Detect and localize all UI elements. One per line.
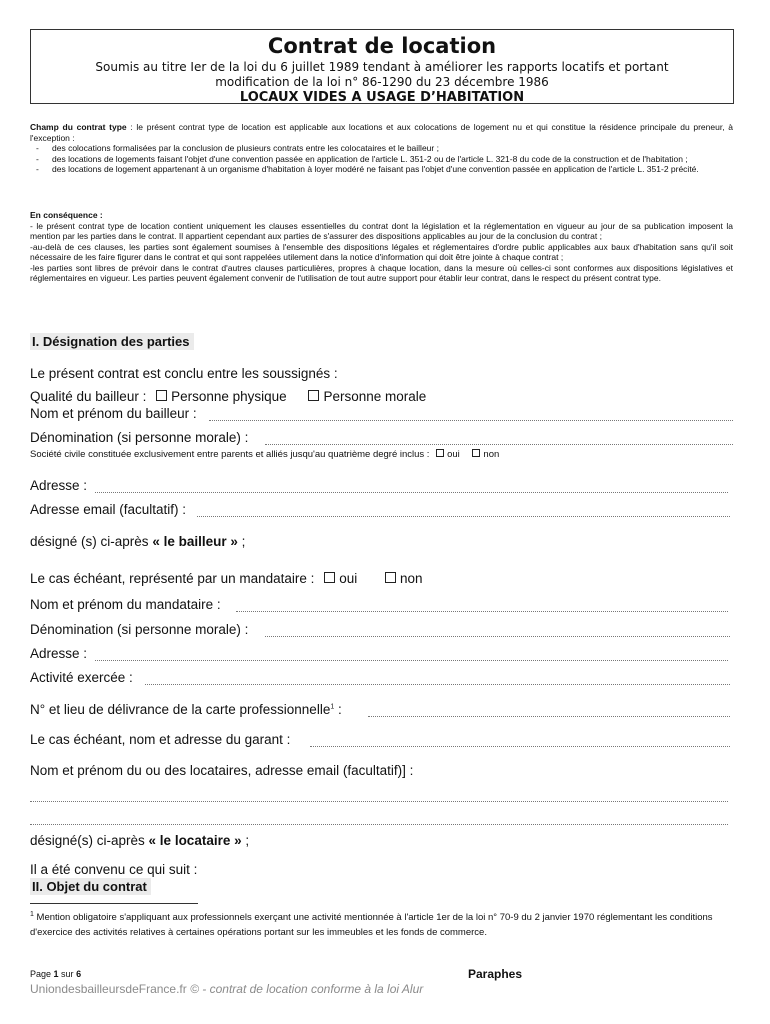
- title-box: [30, 29, 734, 104]
- scope-list: [30, 143, 733, 175]
- designe-bailleur-bold: « le bailleur »: [152, 534, 238, 549]
- footer-site: [30, 982, 423, 996]
- designe-locataire-suffix: ;: [241, 833, 250, 848]
- carte-pro-colon: :: [334, 702, 342, 717]
- qualite-bailleur-label: Qualité du bailleur :: [30, 389, 147, 404]
- qualite-bailleur-row: [30, 389, 426, 404]
- personne-morale-label: Personne morale: [323, 389, 427, 404]
- garant-label: Le cas échéant, nom et adresse du garant :: [30, 732, 291, 747]
- carte-pro-field[interactable]: [368, 716, 730, 717]
- designe-locataire-prefix: désigné(s) ci-après: [30, 833, 149, 848]
- sci-label: Société civile constituée exclusivement entre parents et alliés jusqu'au quatrième degré inclus :: [30, 449, 430, 460]
- designe-locataire-bold: « le locataire »: [148, 833, 242, 848]
- site-name: UniondesbailleursdeFrance.fr: [30, 982, 187, 996]
- section-heading-parties: I. Désignation des parties: [30, 333, 194, 350]
- nom-bailleur-label: Nom et prénom du bailleur :: [30, 406, 197, 421]
- section-heading-objet: II. Objet du contrat: [30, 878, 151, 895]
- scope-item: - des locations de logement appartenant à un organisme d'habitation à loyer modéré ne faisant pas l'objet d'une convention passée en application de l'article L. 351-2 précité.: [30, 164, 733, 175]
- page-mid: sur: [58, 969, 77, 979]
- page-number: [30, 969, 81, 979]
- sci-non-label: non: [483, 449, 500, 460]
- parties-intro: Le présent contrat est conclu entre les soussignés :: [30, 366, 338, 381]
- mandataire-oui-checkbox[interactable]: [324, 572, 335, 583]
- footnote-number: 1: [30, 911, 34, 918]
- adresse-mandataire-field[interactable]: [95, 660, 728, 661]
- convenu-text: Il a été convenu ce qui suit :: [30, 862, 198, 877]
- nom-bailleur-field[interactable]: [209, 420, 733, 421]
- footnote: [30, 907, 730, 940]
- activite-field[interactable]: [145, 684, 730, 685]
- mandataire-row: [30, 571, 423, 586]
- adresse-bailleur-label: Adresse :: [30, 478, 88, 493]
- designe-bailleur: [30, 534, 245, 549]
- footnote-text: Mention obligatoire s'appliquant aux professionnels exerçant une activité mentionnée à l'article 1er de la loi n° 70-9 du 2 janvier 1970 réglementant les conditions d'exercice des activités relatives à certaines opérations portant sur les immeubles et les fonds de commerce.: [30, 912, 713, 939]
- footnote-separator: [30, 903, 198, 904]
- denomination-mandataire-field[interactable]: [265, 636, 730, 637]
- consequence-paragraph: - le présent contrat type de location contient uniquement les clauses essentielles du contrat dont la législation et la réglementation en vigueur au jour de sa publication imposent la mention par les parties dans le contrat. Il appartient cependant aux parties de s'assurer des dispositions applicables au jour de la conclusion du contrat ;: [30, 220, 733, 241]
- scope-block: [30, 122, 733, 175]
- mandataire-non-checkbox[interactable]: [385, 572, 396, 583]
- designe-bailleur-suffix: ;: [237, 534, 246, 549]
- carte-pro-row: [30, 702, 342, 717]
- locataires-label: Nom et prénom du ou des locataires, adresse email (facultatif)] :: [30, 763, 414, 778]
- sci-non-checkbox[interactable]: [472, 449, 480, 457]
- denomination-mandataire-label: Dénomination (si personne morale) :: [30, 622, 249, 637]
- scope-text: : le présent contrat type de location est applicable aux locations et aux colocations de logement nu et qui constitue la résidence principale du preneur, à l'exception :: [30, 122, 734, 143]
- consequence-paragraph: -les parties sont libres de prévoir dans le contrat d'autres clauses particulières, propres à chaque location, dans la mesure où celles-ci sont conformes aux dispositions législatives et réglementaires en vigueur. Les parties peuvent également convenir de l'utilisation de tout autre support pour établir leur contrat, dans le respect du présent contrat type.: [30, 262, 733, 283]
- nom-mandataire-field[interactable]: [236, 611, 728, 612]
- scope-item: - des colocations formalisées par la conclusion de plusieurs contrats entre les colocataires et le bailleur ;: [30, 143, 733, 154]
- nom-mandataire-label: Nom et prénom du mandataire :: [30, 597, 221, 612]
- page-prefix: Page: [30, 969, 54, 979]
- sci-oui-label: oui: [447, 449, 460, 460]
- designe-bailleur-prefix: désigné (s) ci-après: [30, 534, 153, 549]
- locataires-field-1[interactable]: [30, 801, 728, 802]
- consequence-block: [30, 210, 733, 284]
- page-current: 1: [53, 969, 59, 979]
- email-bailleur-label: Adresse email (facultatif) :: [30, 502, 187, 517]
- carte-pro-footnote-ref: 1: [330, 703, 335, 711]
- scope-item: - des locations de logements faisant l'objet d'une convention passée en application de l'article L. 351-2 ou de l'article L. 321-8 du code de la construction et de l'habitation ;: [30, 154, 733, 165]
- consequence-label: En conséquence :: [30, 210, 103, 220]
- document-title: Contrat de location: [267, 34, 497, 58]
- carte-pro-label: N° et lieu de délivrance de la carte professionnelle: [30, 702, 331, 717]
- sci-oui-checkbox[interactable]: [436, 449, 444, 457]
- denomination-field[interactable]: [265, 444, 733, 445]
- personne-physique-checkbox[interactable]: [156, 390, 167, 401]
- locataires-field-2[interactable]: [30, 824, 728, 825]
- adresse-mandataire-label: Adresse :: [30, 646, 88, 661]
- page-total: 6: [76, 969, 82, 979]
- document-category: LOCAUX VIDES A USAGE D’HABITATION: [239, 90, 525, 105]
- activite-label: Activité exercée :: [30, 670, 133, 685]
- mandataire-label: Le cas échéant, représenté par un mandataire :: [30, 571, 315, 586]
- designe-locataire: [30, 833, 249, 848]
- copyright-text: © - contrat de location conforme à la loi Alur: [190, 982, 424, 996]
- mandataire-oui-label: oui: [339, 571, 358, 586]
- personne-morale-checkbox[interactable]: [308, 390, 319, 401]
- adresse-bailleur-field[interactable]: [95, 492, 728, 493]
- sci-row: [30, 449, 499, 460]
- document-subtitle: Soumis au titre Ier de la loi du 6 juillet 1989 tendant à améliorer les rapports locatifs et portant modification de la loi n° 86-1290 du 23 décembre 1986: [95, 60, 669, 89]
- paraphes-label: Paraphes: [468, 967, 523, 981]
- personne-physique-label: Personne physique: [171, 389, 287, 404]
- email-bailleur-field[interactable]: [197, 516, 730, 517]
- consequence-paragraph: -au-delà de ces clauses, les parties sont également soumises à l'ensemble des dispositions légales et réglementaires d'ordre public applicables aux baux d'habitation sans qu'il soit nécessaire de les faire figurer dans le contrat et qui sont rappelées utilement dans la notice d'information qui doit être jointe à chaque contrat ;: [30, 241, 733, 262]
- scope-label: Champ du contrat type: [30, 122, 127, 132]
- mandataire-non-label: non: [399, 571, 423, 586]
- denomination-label: Dénomination (si personne morale) :: [30, 430, 249, 445]
- garant-field[interactable]: [310, 746, 730, 747]
